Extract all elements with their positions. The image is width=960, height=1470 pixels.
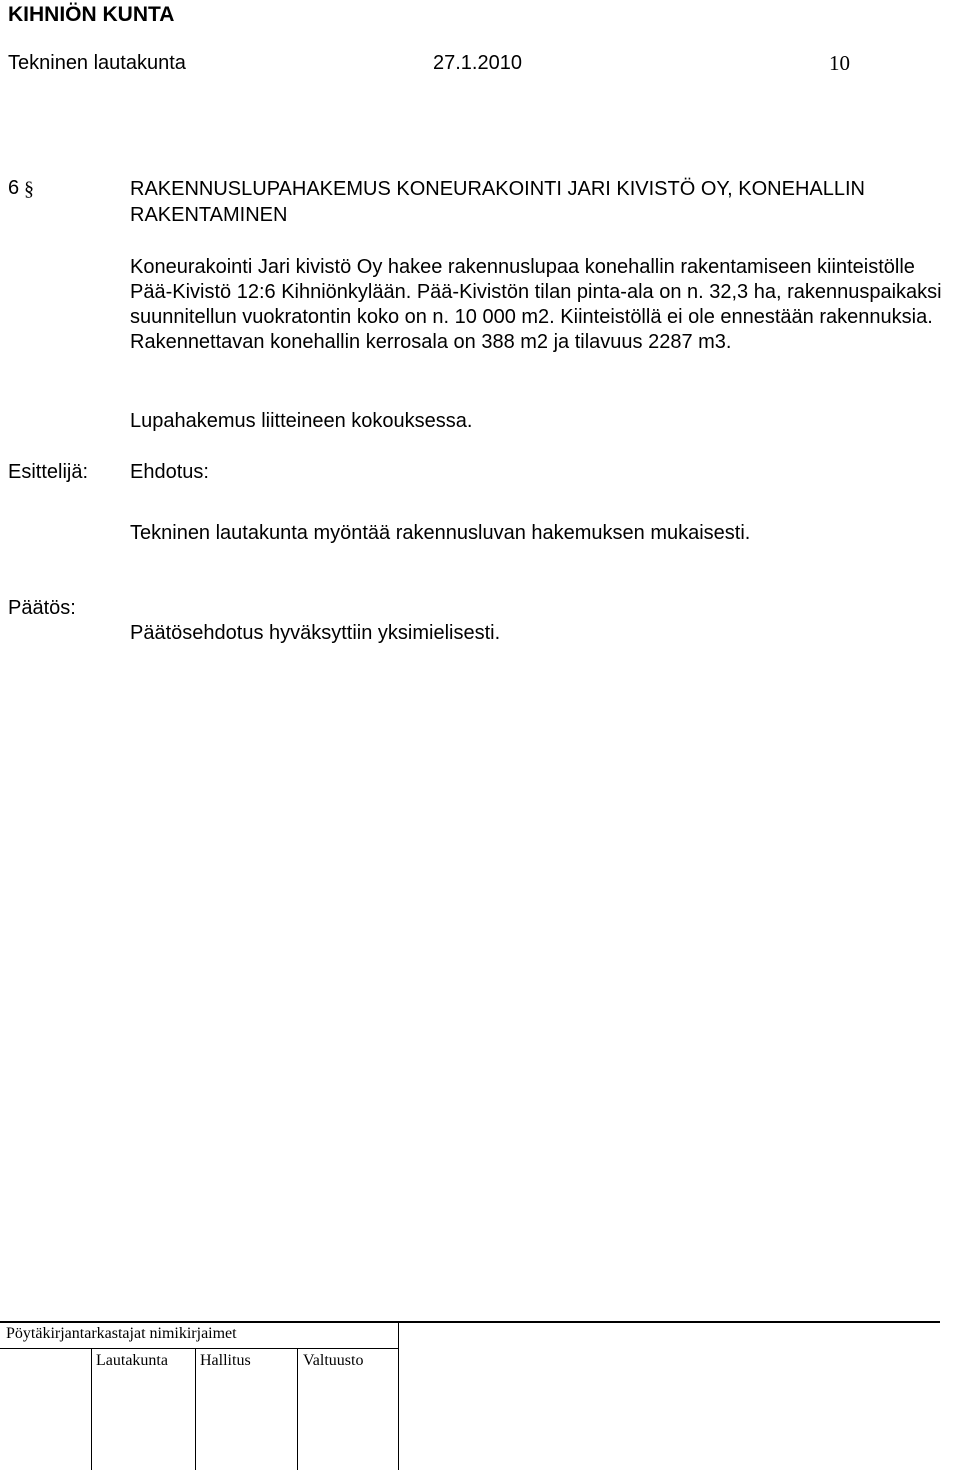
item-number: 6: [8, 177, 20, 199]
footer-title: Pöytäkirjantarkastajat nimikirjaimet: [6, 1325, 237, 1342]
attachments-note: Lupahakemus liitteineen kokouksessa.: [130, 410, 473, 432]
footer-column-hallitus: Hallitus: [200, 1352, 251, 1369]
section-sign-icon: §: [24, 178, 34, 200]
footer-column-divider: [91, 1349, 92, 1470]
proposal-label: Ehdotus:: [130, 461, 209, 483]
meeting-date: 27.1.2010: [433, 52, 522, 74]
signature-box: [0, 1322, 399, 1470]
footer-column-divider: [195, 1349, 196, 1470]
organization-name: KIHNIÖN KUNTA: [8, 3, 175, 26]
proposal-text: Tekninen lautakunta myöntää rakennusluvan hakemuksen mukaisesti.: [130, 522, 751, 544]
footer-column-lautakunta: Lautakunta: [96, 1352, 168, 1369]
item-title: RAKENNUSLUPAHAKEMUS KONEURAKOINTI JARI KIVISTÖ OY, KONEHALLIN RAKENTAMINEN: [130, 178, 865, 226]
item-description: Koneurakointi Jari kivistö Oy hakee rakennuslupaa konehallin rakentamiseen kiinteistölle Pää-Kivistö 12:6 Kihniönkylään. Pää-Kivistön tilan pinta-ala on n. 32,3 ha, rakennuspaikaksi suunnitellun vuokratontin koko on n. 10 000 m2. Kiinteistöllä ei ole ennestään rakennuksia. Rakennettavan konehallin kerrosala on 388 m2 ja tilavuus 2287 m3.: [130, 256, 942, 353]
footer-column-divider: [297, 1349, 298, 1470]
committee-name: Tekninen lautakunta: [8, 52, 186, 74]
footer-divider: [0, 1348, 398, 1349]
footer-column-valtuusto: Valtuusto: [303, 1352, 364, 1369]
decision-label: Päätös:: [8, 597, 76, 619]
decision-text: Päätösehdotus hyväksyttiin yksimielisesti.: [130, 622, 501, 644]
page-number: 10: [829, 51, 850, 75]
presenter-label: Esittelijä:: [8, 461, 89, 483]
